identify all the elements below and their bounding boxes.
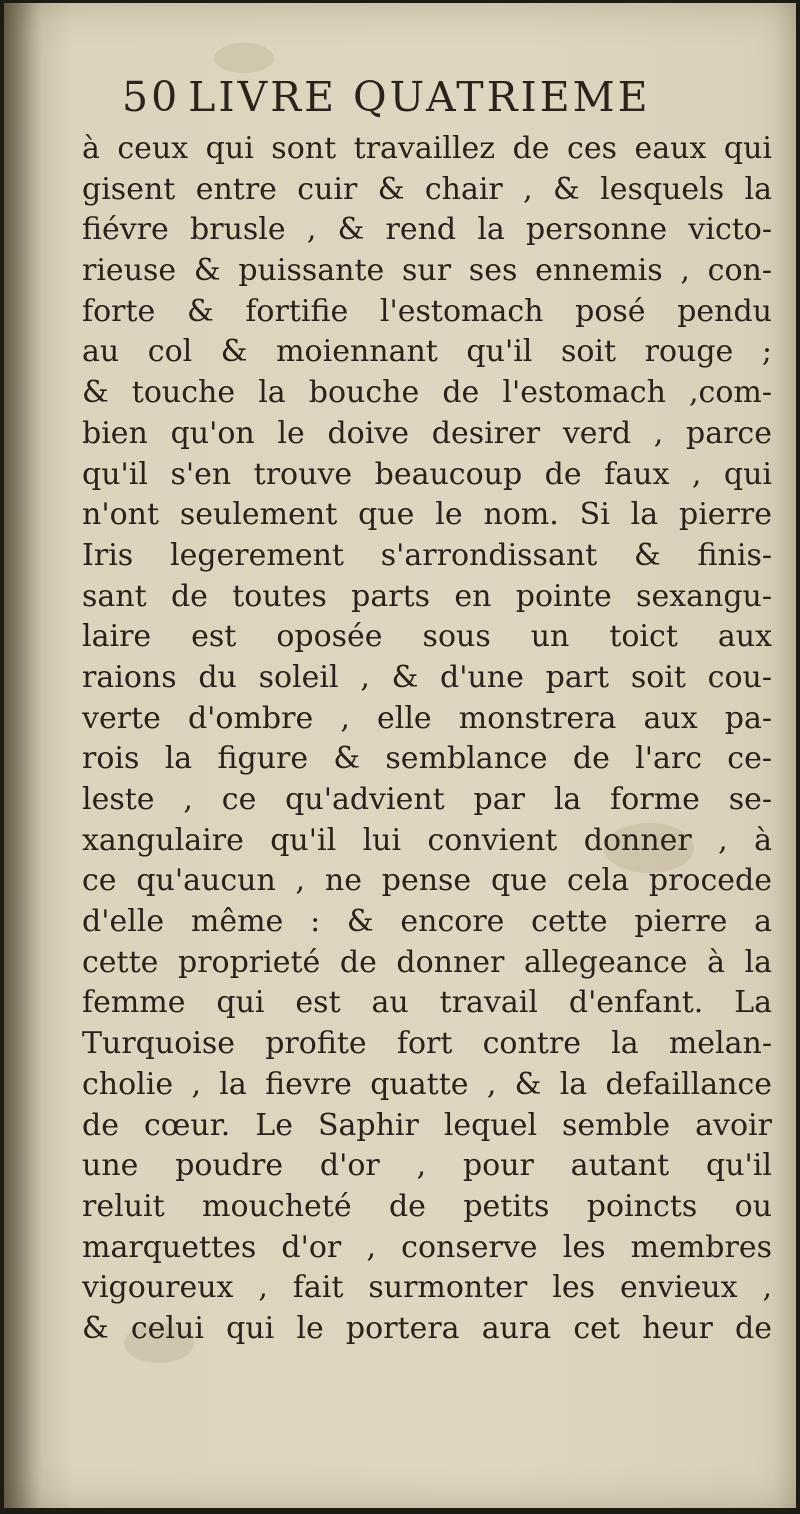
book-page bbox=[4, 3, 796, 1508]
text-line: n'ont seulement que le nom. Si la pierre bbox=[82, 497, 772, 533]
text-line: fiévre brusle , & rend la personne victo- bbox=[82, 212, 772, 248]
text-line: Iris legerement s'arrondissant & finis- bbox=[82, 537, 772, 573]
text-line: cholie , la fievre quatte , & la defaillance bbox=[82, 1066, 772, 1102]
text-line: sant de toutes parts en pointe sexangu- bbox=[82, 578, 772, 614]
text-line: leste , ce qu'advient par la forme se- bbox=[82, 782, 772, 817]
text-line: marquettes d'or , conserve les membres bbox=[82, 1229, 772, 1265]
text-line: reluit moucheté de petits poincts ou bbox=[82, 1188, 772, 1224]
text-line: qu'il s'en trouve beaucoup de faux , qui bbox=[82, 456, 772, 492]
text-line: rieuse & puissante sur ses ennemis , con- bbox=[82, 253, 772, 289]
running-header bbox=[122, 71, 722, 123]
text-line: d'elle même : & encore cette pierre a bbox=[82, 904, 772, 940]
text-line: Turquoise profite fort contre la melan- bbox=[82, 1026, 772, 1062]
text-line: verte d'ombre , elle monstrera aux pa- bbox=[82, 700, 772, 736]
paper-stain bbox=[214, 43, 274, 73]
page-gutter-shadow bbox=[4, 3, 42, 1508]
text-line: laire est oposée sous un toict aux bbox=[82, 619, 772, 655]
text-line: raions du soleil , & d'une part soit cou- bbox=[82, 659, 772, 695]
text-line: gisent entre cuir & chair , & lesquels la bbox=[82, 171, 772, 207]
text-line: & touche la bouche de l'estomach ,com- bbox=[82, 375, 772, 411]
text-line: xangulaire qu'il lui convient donner , à bbox=[82, 822, 772, 858]
text-line: ce qu'aucun , ne pense que cela procede bbox=[82, 863, 772, 899]
text-line: cette proprieté de donner allegeance à la bbox=[82, 944, 772, 980]
text-line: à ceux qui sont travaillez de ces eaux qui bbox=[82, 131, 772, 166]
text-line: forte & fortifie l'estomach posé pendu bbox=[82, 293, 772, 329]
text-line: de cœur. Le Saphir lequel semble avoir bbox=[82, 1107, 772, 1143]
text-line: au col & moiennant qu'il soit rouge ; bbox=[82, 334, 772, 370]
text-line: bien qu'on le doive desirer verd , parce bbox=[82, 415, 772, 451]
text-line: vigoureux , fait surmonter les envieux , bbox=[82, 1270, 772, 1306]
text-line: femme qui est au travail d'enfant. La bbox=[82, 985, 772, 1021]
text-line: & celui qui le portera aura cet heur de bbox=[82, 1310, 772, 1346]
page-number: 50 bbox=[122, 73, 181, 121]
running-title: LIVRE QUATRIEME bbox=[188, 73, 651, 121]
text-line: rois la figure & semblance de l'arc ce- bbox=[82, 741, 772, 777]
text-line: une poudre d'or , pour autant qu'il bbox=[82, 1148, 772, 1184]
body-text bbox=[82, 129, 772, 1350]
